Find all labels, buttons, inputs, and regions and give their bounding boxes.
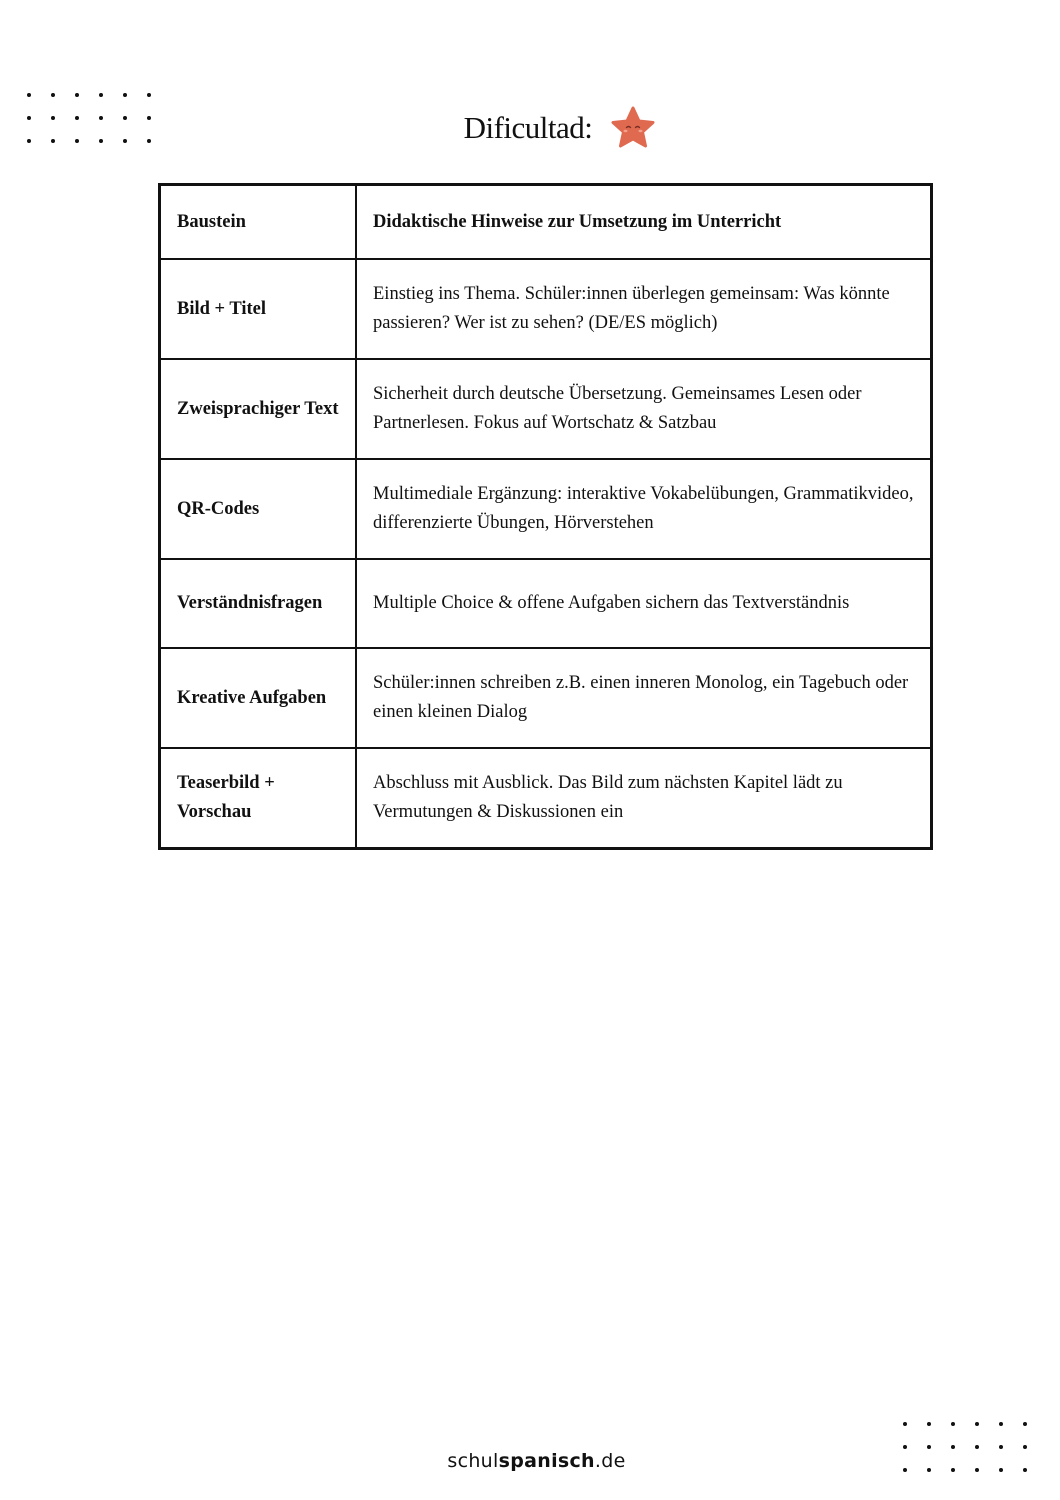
row-description: Einstieg ins Thema. Schüler:innen überlegen gemeinsam: Was könnte passieren? Wer ist zu sehen? (DE/ES möglich) xyxy=(356,259,932,359)
difficulty-heading xyxy=(0,105,1060,151)
footer-brand xyxy=(0,1450,1060,1472)
row-label: Zweisprachiger Text xyxy=(160,359,357,459)
header-cell-baustein: Baustein xyxy=(160,185,357,260)
star-icon xyxy=(610,105,656,151)
table-row xyxy=(160,559,932,648)
row-label: Kreative Aufgaben xyxy=(160,648,357,748)
difficulty-label: Dificultad: xyxy=(463,110,593,145)
row-description: Abschluss mit Ausblick. Das Bild zum nächsten Kapitel lädt zu Vermutungen & Diskussionen ein xyxy=(356,748,932,849)
table-row xyxy=(160,259,932,359)
footer-bold: spanisch xyxy=(498,1450,595,1472)
row-description: Schüler:innen schreiben z.B. einen inneren Monolog, ein Tagebuch oder einen kleinen Dialog xyxy=(356,648,932,748)
table-row xyxy=(160,459,932,559)
row-description: Multiple Choice & offene Aufgaben sichern das Textverständnis xyxy=(356,559,932,648)
row-label: Bild + Titel xyxy=(160,259,357,359)
footer-prefix: schul xyxy=(447,1450,499,1472)
footer-suffix: .de xyxy=(594,1450,626,1472)
table-row xyxy=(160,648,932,748)
header-cell-hinweise: Didaktische Hinweise zur Umsetzung im Unterricht xyxy=(356,185,932,260)
table-header-row xyxy=(160,185,932,260)
row-description: Sicherheit durch deutsche Übersetzung. Gemeinsames Lesen oder Partnerlesen. Fokus auf Wortschatz & Satzbau xyxy=(356,359,932,459)
decorative-dot-grid-bottom-right xyxy=(903,1422,1027,1472)
table-row xyxy=(160,359,932,459)
row-label: QR-Codes xyxy=(160,459,357,559)
table-row xyxy=(160,748,932,849)
row-label: Teaserbild + Vorschau xyxy=(160,748,357,849)
didactic-table xyxy=(158,183,933,850)
row-label: Verständnisfragen xyxy=(160,559,357,648)
row-description: Multimediale Ergänzung: interaktive Vokabelübungen, Grammatikvideo, differenzierte Übungen, Hörverstehen xyxy=(356,459,932,559)
